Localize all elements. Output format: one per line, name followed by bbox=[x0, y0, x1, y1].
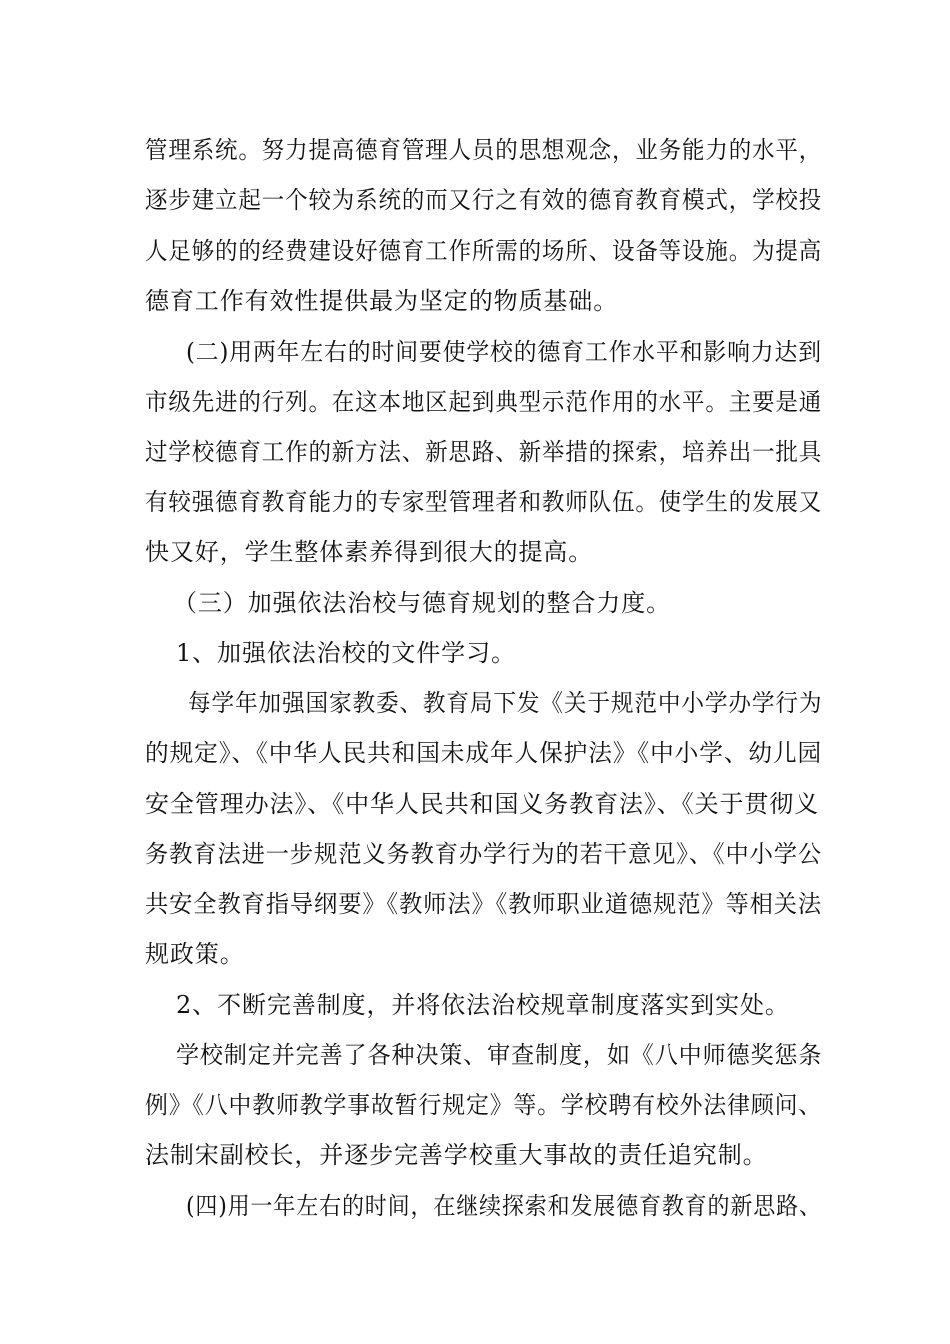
text-line: 安全管理办法》、《中华人民共和国义务教育法》、《关于贯彻义 bbox=[145, 790, 820, 818]
text-line: 德育工作有效性提供最为坚定的物质基础。 bbox=[145, 287, 619, 315]
text-line: 快又好，学生整体素养得到很大的提高。 bbox=[145, 538, 594, 566]
text-line: 共安全教育指导纲要》《教师法》《教师职业道德规范》等相关法 bbox=[145, 890, 823, 918]
text-line: (二)用两年左右的时间要使学校的德育工作水平和影响力达到 bbox=[186, 338, 822, 366]
text-line: 过学校德育工作的新方法、新思路、新举措的探索，培养出一批具 bbox=[145, 438, 823, 466]
text-line: 法制宋副校长，并逐步完善学校重大事故的责任追究制。 bbox=[145, 1141, 768, 1169]
text-line: 有较强德育教育能力的专家型管理者和教师队伍。使学生的发展又 bbox=[145, 488, 823, 516]
text-line: 1、加强依法治校的文件学习。 bbox=[176, 639, 516, 667]
text-line: 人足够的的经费建设好德育工作所需的场所、设备等设施。为提高 bbox=[145, 237, 823, 265]
text-line: 2、不断完善制度，并将依法治校规章制度落实到实处。 bbox=[176, 991, 790, 1019]
text-line: 例》《八中教师教学事故暂行规定》等。学校聘有校外法律顾问、 bbox=[145, 1091, 823, 1119]
text-line: 市级先进的行列。在这本地区起到典型示范作用的水平。主要是通 bbox=[145, 388, 823, 416]
text-line: 每学年加强国家教委、教育局下发《关于规范中小学办学行为 bbox=[188, 689, 823, 717]
text-line: 管理系统。努力提高德育管理人员的思想观念，业务能力的水平， bbox=[145, 136, 823, 164]
text-line: 的规定》、《中华人民共和国未成年人保护法》《中小学、幼儿园 bbox=[145, 739, 823, 767]
text-line: （三）加强依法治校与德育规划的整合力度。 bbox=[173, 589, 671, 617]
text-line: 规政策。 bbox=[145, 940, 245, 968]
text-line: 务教育法进一步规范义务教育办学行为的若干意见》、《中小学公 bbox=[145, 840, 823, 868]
text-line: (四)用一年左右的时间，在继续探索和发展德育教育的新思路、 bbox=[186, 1192, 822, 1220]
text-line: 学校制定并完善了各种决策、审查制度，如《八中师德奖惩条 bbox=[176, 1041, 823, 1069]
text-line: 逐步建立起一个较为系统的而又行之有效的德育教育模式，学校投 bbox=[145, 186, 823, 214]
